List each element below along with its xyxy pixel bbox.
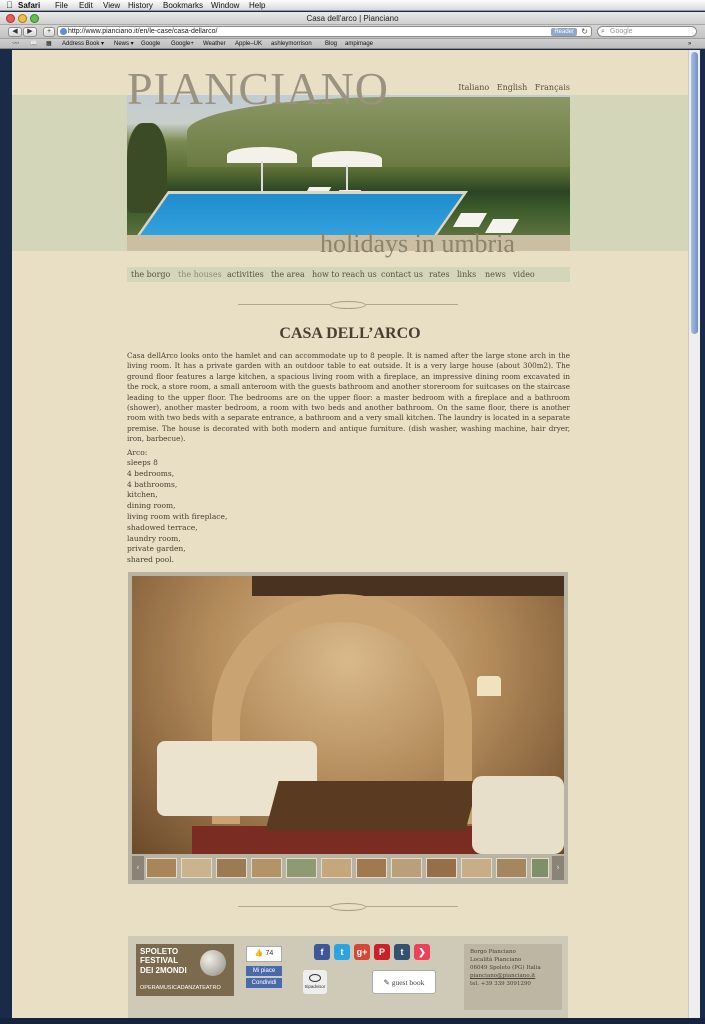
tripadvisor-badge[interactable] — [303, 970, 327, 994]
armchair-shape — [472, 776, 564, 854]
top-sites-icon[interactable]: ▦ — [46, 41, 52, 47]
nav-the-area[interactable]: the area — [271, 270, 305, 279]
facebook-like-button[interactable]: Mi piace — [246, 966, 282, 976]
list-item: shadowed terrace, — [127, 522, 198, 532]
gallery-thumbnail[interactable] — [496, 858, 527, 878]
close-window-icon[interactable] — [6, 14, 15, 23]
gallery-thumbnail[interactable] — [251, 858, 282, 878]
search-icon: ⌕ — [601, 28, 605, 35]
festival-line: SPOLETO — [140, 947, 179, 956]
nav-news[interactable]: news — [485, 270, 506, 279]
nav-video[interactable]: video — [513, 270, 535, 279]
nav-activities[interactable]: activities — [227, 270, 264, 279]
bookmark-google[interactable]: Google — [141, 41, 161, 47]
vertical-scrollbar[interactable] — [688, 50, 700, 1018]
list-item: laundry room, — [127, 533, 181, 543]
festival-disc-icon — [200, 950, 226, 976]
amenities-title: Arco: — [127, 448, 148, 457]
list-item: dining room, — [127, 501, 176, 511]
address-city: 06049 Spoleto (PG) Italia — [470, 965, 541, 971]
photo-gallery — [128, 572, 568, 884]
lamp-shape — [477, 676, 501, 696]
window-titlebar — [0, 12, 705, 25]
search-input[interactable] — [597, 26, 697, 37]
list-item: private garden, — [127, 544, 186, 554]
menu-history[interactable]: History — [128, 1, 153, 10]
url-field[interactable] — [57, 26, 592, 37]
gallery-thumbnail[interactable] — [146, 858, 177, 878]
overflow-chevron-icon[interactable]: » — [688, 41, 692, 47]
list-item: kitchen, — [127, 490, 158, 500]
gallery-thumbnail[interactable] — [286, 858, 317, 878]
list-item: living room with fireplace, — [127, 511, 228, 521]
bookmarks-bar — [0, 39, 705, 49]
spoleto-festival-banner[interactable] — [136, 944, 234, 996]
bookmark-ashleymorrison[interactable]: ashleymorrison — [271, 41, 312, 47]
festival-line: DEI 2MONDI — [140, 966, 187, 975]
page-viewport — [12, 50, 688, 1018]
thumbs-next-button[interactable]: › — [552, 856, 564, 880]
divider-line — [238, 906, 330, 907]
list-item: sleeps 8 — [127, 458, 158, 467]
guest-book-button[interactable] — [372, 970, 436, 994]
nav-how-to-reach-us[interactable]: how to reach us — [312, 270, 377, 279]
bookmark-google-plus[interactable]: Google+ — [171, 41, 194, 47]
reading-list-icon[interactable]: 👓 — [12, 41, 20, 47]
apple-icon[interactable] — [6, 0, 13, 11]
scrollbar-thumb[interactable] — [691, 52, 698, 334]
gallery-thumbnail[interactable] — [531, 858, 549, 878]
lounger-shape — [453, 213, 487, 227]
page-title: CASA DELL’ARCO — [279, 325, 421, 342]
hero-photo — [127, 95, 570, 251]
divider-line — [238, 304, 330, 305]
divider-ornament-icon — [330, 903, 366, 911]
coffee-table-shape — [265, 781, 478, 831]
nav-links[interactable]: links — [457, 270, 477, 279]
bookmark-ampimage[interactable]: ampimage — [345, 41, 374, 47]
bookmark-apple-uk[interactable]: Apple–UK — [235, 41, 263, 47]
ceiling-beam-shape — [252, 576, 564, 596]
like-count: 74 — [265, 950, 274, 957]
gallery-thumbnail[interactable] — [356, 858, 387, 878]
pocket-icon[interactable]: ❯ — [414, 944, 430, 960]
menu-window[interactable]: Window — [211, 1, 240, 10]
site-logo-title[interactable]: PIANCIANO — [127, 63, 389, 114]
gallery-thumbnail[interactable] — [461, 858, 492, 878]
festival-subline: OPERAMUSICADANZATEATRO — [140, 985, 221, 991]
thumbs-up-icon: 👍 — [254, 950, 264, 957]
search-placeholder: Google — [610, 28, 633, 35]
nav-contact-us[interactable]: contact us — [381, 270, 423, 279]
lang-francais[interactable]: Français — [534, 83, 570, 92]
list-item: shared pool. — [127, 555, 174, 565]
menu-view[interactable]: View — [103, 1, 121, 10]
nav-the-borgo[interactable]: the borgo — [131, 270, 171, 279]
lang-italiano[interactable]: Italiano — [458, 83, 490, 92]
bookmarks-book-icon[interactable]: 📖 — [30, 41, 38, 47]
divider-line — [366, 906, 458, 907]
tumblr-icon[interactable]: t — [394, 944, 410, 960]
add-bookmark-button[interactable]: + — [43, 27, 55, 37]
reload-icon[interactable]: ↻ — [581, 27, 588, 36]
divider-line — [366, 304, 458, 305]
nav-rates[interactable]: rates — [429, 270, 450, 279]
bookmark-news[interactable]: News ▾ — [114, 41, 134, 47]
bookmark-blog[interactable]: Blog — [325, 41, 338, 47]
guest-book-label: guest book — [391, 978, 425, 987]
language-switcher — [453, 83, 570, 92]
bookmark-weather[interactable]: Weather — [203, 41, 226, 47]
address-phone: tel. +39 339 3091290 — [470, 981, 531, 987]
forward-button[interactable]: ▶ — [23, 27, 37, 37]
window-title: Casa dell'arco | Pianciano — [306, 14, 399, 23]
lang-english[interactable]: English — [496, 83, 528, 92]
back-button[interactable]: ◀ — [8, 27, 22, 37]
festival-line: FESTIVAL — [140, 956, 179, 965]
gallery-thumbnail[interactable] — [391, 858, 422, 878]
tripadvisor-owl-icon — [309, 974, 321, 982]
parasol-shape — [312, 151, 382, 167]
bookmark-address-book[interactable]: Address Book ▾ — [62, 41, 105, 47]
menu-edit[interactable]: Edit — [79, 1, 93, 10]
divider-ornament-icon — [330, 301, 366, 309]
page-footer — [128, 936, 568, 1018]
gallery-main-photo[interactable] — [132, 576, 564, 854]
address-name: Borgo Pianciano — [470, 949, 516, 955]
house-description: Casa dellArco looks onto the hamlet and can accommodate up to 8 people. It is named after the large stone arch in the living room. It has a private garden with an outdoor table to eat outside. It is a very large house (about 300m2). The ground floor features a large kitchen, a spacious living room with a fireplace, an impressive dining room excavated in the rock, a store room, a small anteroom with the guests bathroom and another storeroom for suitcases on the staircase leading to the upper floor. The bedrooms are on the upper floor: a master bedroom with a fireplace and a bathroom (shower), another master bedroom, a room with two beds and another bathroom. On the same floor, there is another room with two beds with a separate entrance, a bathroom and a very small kitchen. The laundry is located in a separate premise. The house is decorated with both modern and antique furniture. (dish washer, washing machine, hair dryer, iron, barbecue). — [127, 351, 570, 444]
contact-address — [464, 944, 562, 1010]
menu-help[interactable]: Help — [249, 1, 266, 10]
window-frame-left — [0, 50, 12, 1024]
nav-the-houses[interactable]: the houses — [178, 270, 222, 279]
zoom-window-icon[interactable] — [30, 14, 39, 23]
facebook-like-count — [246, 946, 282, 962]
minimize-window-icon[interactable] — [18, 14, 27, 23]
address-locality: Località Pianciano — [470, 957, 522, 963]
globe-icon — [60, 28, 67, 35]
facebook-icon[interactable]: f — [314, 944, 330, 960]
menu-app[interactable]: Safari — [18, 1, 41, 10]
main-nav — [127, 267, 570, 282]
browser-toolbar — [0, 25, 705, 39]
address-email-link[interactable]: pianciano@pianciano.it — [470, 973, 536, 979]
list-item: 4 bedrooms, — [127, 468, 175, 478]
thumbs-prev-button[interactable]: ‹ — [132, 856, 144, 880]
gallery-thumbnail[interactable] — [321, 858, 352, 878]
pinterest-icon[interactable]: P — [374, 944, 390, 960]
quill-icon: ✎ — [383, 978, 390, 987]
twitter-icon[interactable]: t — [334, 944, 350, 960]
google-plus-icon[interactable]: g+ — [354, 944, 370, 960]
url-text: http://www.pianciano.it/en/le-case/casa-dellarco/ — [68, 28, 218, 35]
gallery-thumbnail[interactable] — [216, 858, 247, 878]
reader-button[interactable]: Reader — [551, 28, 577, 36]
window-frame-bottom — [0, 1018, 705, 1024]
list-item: 4 bathrooms, — [127, 479, 178, 489]
menu-bookmarks[interactable]: Bookmarks — [163, 1, 204, 10]
thumbnail-strip — [132, 856, 564, 880]
gallery-thumbnail[interactable] — [181, 858, 212, 878]
gallery-thumbnail[interactable] — [426, 858, 457, 878]
tripadvisor-label: tripadvisor — [304, 984, 326, 989]
parasol-shape — [227, 147, 297, 163]
ornament-divider — [238, 903, 458, 911]
amenities-list — [127, 458, 227, 566]
facebook-share-button[interactable]: Condividi — [246, 978, 282, 988]
site-tagline: holidays in umbria — [320, 229, 515, 258]
os-menubar — [0, 0, 705, 11]
menu-file[interactable]: File — [55, 1, 68, 10]
ornament-divider — [238, 301, 458, 309]
